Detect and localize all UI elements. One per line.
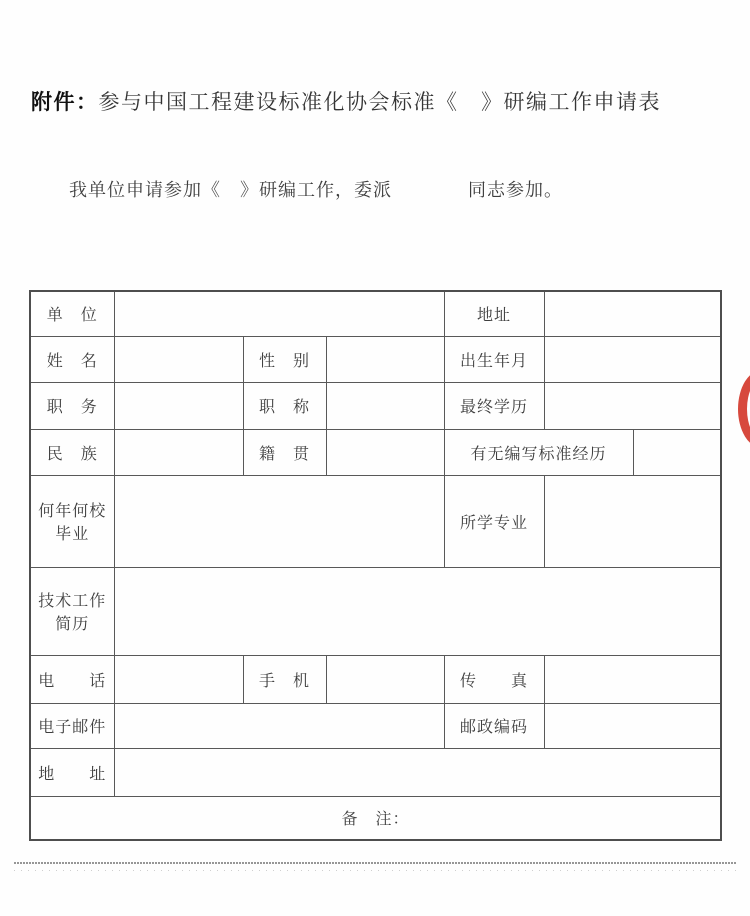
gender-label-cell: 性 别 [243,336,326,382]
address-label-cell: 地址 [444,291,544,336]
table-row-ethnicity [30,429,721,475]
postal-code-label-cell: 邮政编码 [444,703,544,748]
mail-address-value-cell [114,748,721,796]
native-place-value-cell [326,429,444,475]
document-title [31,86,661,116]
red-seal-fragment [738,370,750,448]
position-value-cell [114,382,243,429]
graduation-value-cell [114,475,444,567]
work-resume-value-cell [114,567,721,655]
table-row-email [30,703,721,748]
name-value-cell [114,336,243,382]
intro-sentence [69,176,563,202]
major-value-cell [544,475,721,567]
name-label-cell: 姓 名 [30,336,114,382]
birth-value-cell [544,336,721,382]
ethnicity-value-cell [114,429,243,475]
table-row-phone [30,655,721,703]
work-resume-label-cell [30,567,114,655]
std-experience-value-cell [633,429,721,475]
table-row-unit [30,291,721,336]
mobile-label-cell: 手 机 [243,655,326,703]
postal-code-value-cell [544,703,721,748]
intro-tail: 同志参加。 [468,180,563,200]
work-resume-label-line2: 简历 [55,616,90,633]
document-title-text: 参与中国工程建设标准化协会标准《 》研编工作申请表 [98,90,661,114]
attachment-prefix: 附件： [31,91,99,114]
table-row-position [30,382,721,429]
education-label-cell: 最终学历 [444,382,544,429]
prof-title-value-cell [326,382,444,429]
email-label-cell: 电子邮件 [30,703,114,748]
gender-value-cell [326,336,444,382]
birth-label-cell: 出生年月 [444,336,544,382]
perforation-line-shadow [14,870,736,871]
intro-lead: 我单位申请参加《 》研编工作，委派 [69,180,392,200]
application-form-table [29,290,722,841]
perforation-line [14,862,736,864]
major-label-cell: 所学专业 [444,475,544,567]
table-row-graduation [30,475,721,567]
table-row-name [30,336,721,382]
fax-value-cell [544,655,721,703]
ethnicity-label-cell: 民 族 [30,429,114,475]
work-resume-label-line1: 技术工作 [38,593,107,610]
delegate-name-blank [392,195,468,196]
education-value-cell [544,382,721,429]
address-value-cell [544,291,721,336]
phone-label-cell: 电 话 [30,655,114,703]
mail-address-label-cell: 地 址 [30,748,114,796]
table-row-mail-address [30,748,721,796]
phone-value-cell [114,655,243,703]
graduation-label-line1: 何年何校 [38,503,107,520]
graduation-label-cell [30,475,114,567]
unit-value-cell [114,291,444,336]
prof-title-label-cell: 职 称 [243,382,326,429]
std-experience-label-cell: 有无编写标准经历 [444,429,633,475]
remarks-label-cell: 备 注： [30,796,721,840]
table-row-work-resume [30,567,721,655]
unit-label-cell: 单 位 [30,291,114,336]
position-label-cell: 职 务 [30,382,114,429]
fax-label-cell: 传 真 [444,655,544,703]
email-value-cell [114,703,444,748]
table-row-remarks [30,796,721,840]
native-place-label-cell: 籍 贯 [243,429,326,475]
mobile-value-cell [326,655,444,703]
graduation-label-line2: 毕业 [55,526,90,543]
